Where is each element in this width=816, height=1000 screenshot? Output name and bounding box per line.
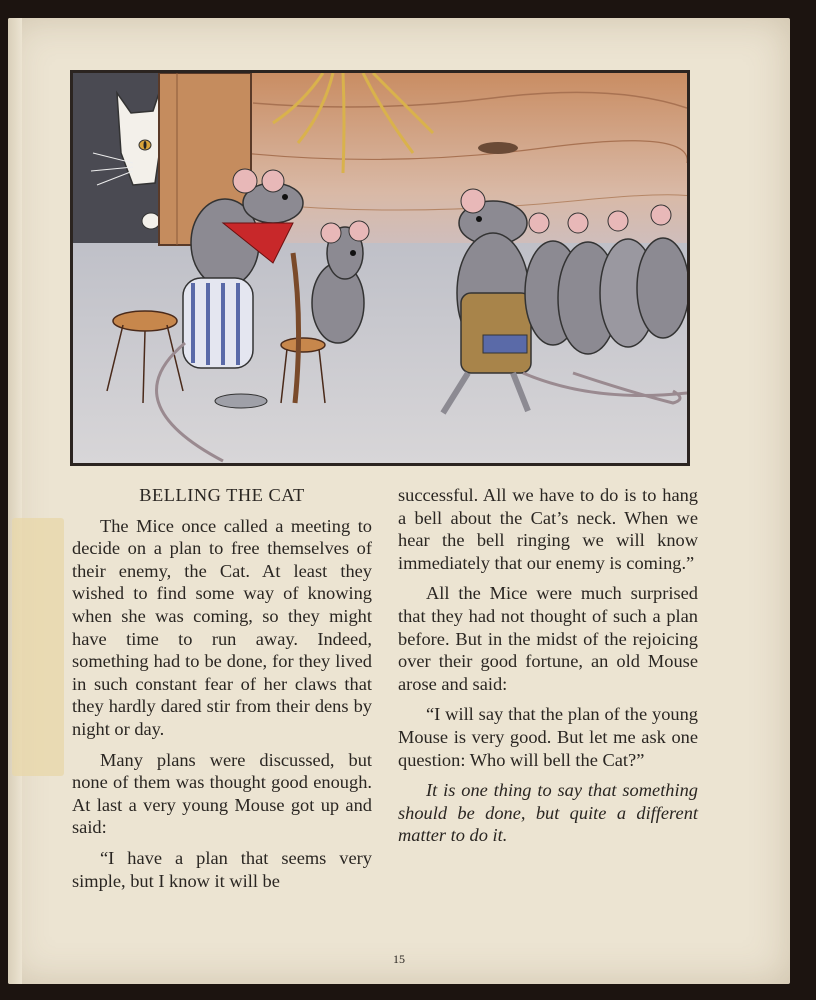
paragraph: “I have a plan that seems very simple, but I know it will be xyxy=(72,847,372,891)
story-moral: It is one thing to say that something should be done, but quite a different matter to do it. xyxy=(398,780,698,846)
paragraph: Many plans were discussed, but none of them was thought good enough. At last a very young Mouse got up and said: xyxy=(72,749,372,838)
paragraph: successful. All we have to do is to hang a bell about the Cat’s neck. When we hear the bell ringing we will know immediately that our enemy is coming.” xyxy=(398,485,698,573)
paragraph: “I will say that the plan of the young Mouse is very good. But let me ask one question: Who will bell the Cat?” xyxy=(398,704,698,770)
story-illustration xyxy=(70,70,690,466)
page-spine-shadow xyxy=(8,18,22,984)
knot-hole xyxy=(478,142,518,154)
left-text-column xyxy=(72,484,372,900)
page-stain xyxy=(12,518,64,776)
story-title: BELLING THE CAT xyxy=(139,485,305,505)
book-page xyxy=(8,18,790,984)
page-number: 15 xyxy=(393,952,405,966)
paragraph: The Mice once called a meeting to decide on a plan to free themselves of their enemy, the Cat. At least they wished to find some way of knowing when she was coming, so they might have time to run away. Indeed, something had to be done, for they lived in such constant fear of her claws that they hardly dared stir from their dens by night or day. xyxy=(72,515,372,739)
paragraph: All the Mice were much surprised that they had not thought of such a plan before. But in the midst of the rejoicing over their good fortune, an old Mouse arose and said: xyxy=(398,583,698,694)
right-text-column xyxy=(398,484,698,855)
mice-meeting-illustration xyxy=(73,73,687,463)
